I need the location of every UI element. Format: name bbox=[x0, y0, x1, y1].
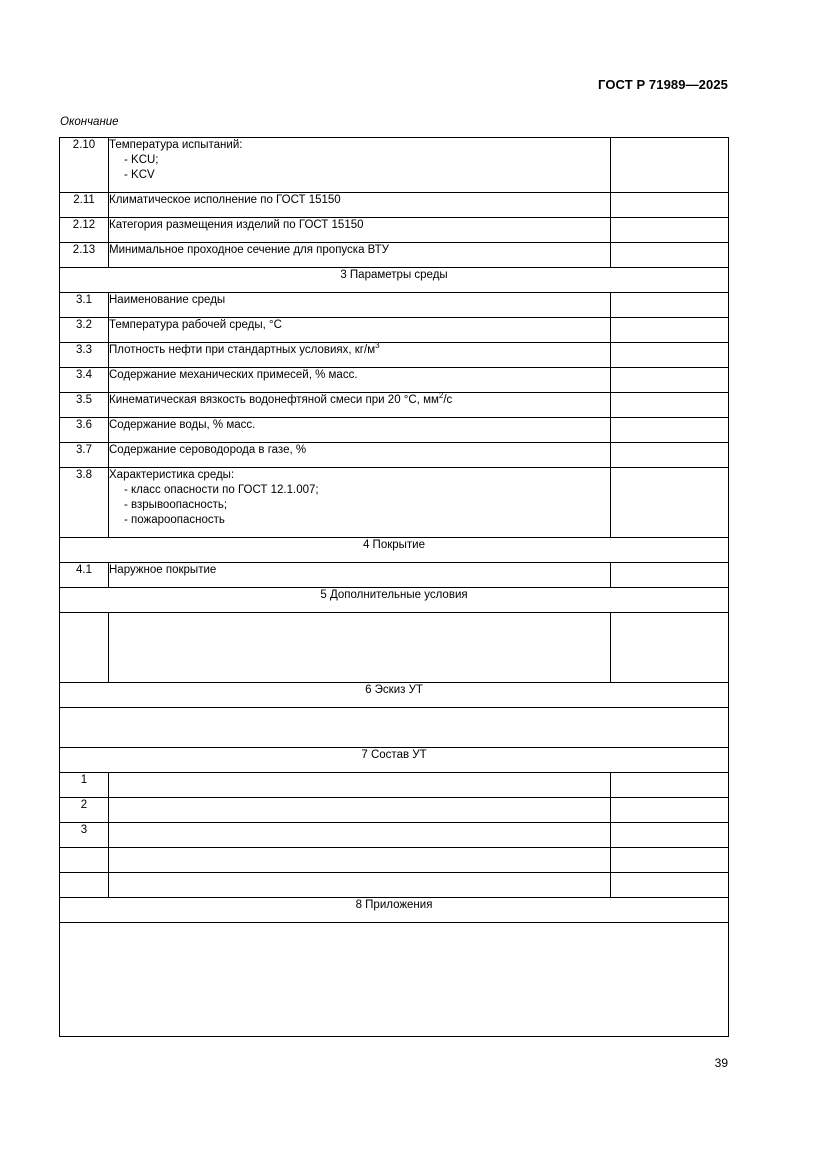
value-cell bbox=[611, 243, 729, 268]
row-text bbox=[109, 138, 611, 193]
value-cell bbox=[611, 798, 729, 823]
section-title: 8 Приложения bbox=[60, 898, 729, 923]
sketch-area-row bbox=[60, 708, 729, 748]
section-title: 3 Параметры среды bbox=[60, 268, 729, 293]
table-row bbox=[60, 218, 729, 243]
row-text bbox=[109, 393, 611, 418]
value-cell bbox=[611, 613, 729, 683]
value-cell bbox=[611, 193, 729, 218]
row-number: 1 bbox=[60, 773, 109, 798]
value-cell bbox=[611, 443, 729, 468]
row-text: Содержание сероводорода в газе, % bbox=[109, 443, 611, 468]
row-text: Содержание механических примесей, % масс. bbox=[109, 368, 611, 393]
section-header-row bbox=[60, 538, 729, 563]
value-cell bbox=[611, 873, 729, 898]
continuation-label: Окончание bbox=[60, 116, 119, 128]
row-number: 4.1 bbox=[60, 563, 109, 588]
row-text bbox=[109, 823, 611, 848]
section-header-row bbox=[60, 898, 729, 923]
row-number: 2.11 bbox=[60, 193, 109, 218]
row-number bbox=[60, 848, 109, 873]
row-text: Наименование среды bbox=[109, 293, 611, 318]
page-number: 39 bbox=[714, 1056, 728, 1070]
table-row bbox=[60, 193, 729, 218]
value-cell bbox=[611, 343, 729, 368]
value-cell bbox=[611, 318, 729, 343]
row-number: 3.5 bbox=[60, 393, 109, 418]
row-number: 3.4 bbox=[60, 368, 109, 393]
row-number: 3 bbox=[60, 823, 109, 848]
value-cell bbox=[611, 468, 729, 538]
table-row bbox=[60, 613, 729, 683]
row-number: 3.3 bbox=[60, 343, 109, 368]
row-text-tail: /с bbox=[443, 394, 453, 406]
row-number: 3.7 bbox=[60, 443, 109, 468]
table-row bbox=[60, 393, 729, 418]
table-row bbox=[60, 848, 729, 873]
row-text-main: Плотность нефти при стандартных условиях, кг/м bbox=[109, 344, 376, 356]
row-number: 2 bbox=[60, 798, 109, 823]
row-number bbox=[60, 613, 109, 683]
value-cell bbox=[611, 773, 729, 798]
table-row bbox=[60, 823, 729, 848]
section-header-row bbox=[60, 588, 729, 613]
section-title: 6 Эскиз УТ bbox=[60, 683, 729, 708]
list-item: - пожароопасность bbox=[124, 514, 225, 526]
row-number: 2.13 bbox=[60, 243, 109, 268]
row-text: Температура рабочей среды, °С bbox=[109, 318, 611, 343]
document-code: ГОСТ Р 71989—2025 bbox=[598, 77, 728, 92]
sketch-area bbox=[60, 708, 729, 748]
value-cell bbox=[611, 418, 729, 443]
row-text bbox=[109, 873, 611, 898]
superscript: 2 bbox=[438, 391, 444, 401]
value-cell bbox=[611, 368, 729, 393]
list-item: - KCU; bbox=[124, 154, 159, 166]
value-cell bbox=[611, 823, 729, 848]
table-row bbox=[60, 318, 729, 343]
section-title: 4 Покрытие bbox=[60, 538, 729, 563]
table-row bbox=[60, 443, 729, 468]
table-row bbox=[60, 418, 729, 443]
row-number: 2.12 bbox=[60, 218, 109, 243]
list-item: - взрывоопасность; bbox=[124, 499, 228, 511]
row-text bbox=[109, 468, 611, 538]
table-row bbox=[60, 368, 729, 393]
table-row bbox=[60, 293, 729, 318]
section-header-row bbox=[60, 268, 729, 293]
row-title: Характеристика среды: bbox=[109, 469, 235, 481]
row-number: 3.2 bbox=[60, 318, 109, 343]
row-text-main: Кинематическая вязкость водонефтяной смеси при 20 °С, мм bbox=[109, 394, 439, 406]
form-table bbox=[59, 137, 729, 1037]
section-title: 5 Дополнительные условия bbox=[60, 588, 729, 613]
row-text: Категория размещения изделий по ГОСТ 15150 bbox=[109, 218, 611, 243]
section-title: 7 Состав УТ bbox=[60, 748, 729, 773]
row-text: Содержание воды, % масс. bbox=[109, 418, 611, 443]
row-text: Климатическое исполнение по ГОСТ 15150 bbox=[109, 193, 611, 218]
row-title: Температура испытаний: bbox=[109, 139, 243, 151]
section-header-row bbox=[60, 683, 729, 708]
table-row bbox=[60, 138, 729, 193]
list-item: - KCV bbox=[124, 169, 155, 181]
list-item: - класс опасности по ГОСТ 12.1.007; bbox=[124, 484, 319, 496]
attachments-area-row bbox=[60, 923, 729, 1037]
row-number: 3.6 bbox=[60, 418, 109, 443]
table-row bbox=[60, 563, 729, 588]
value-cell bbox=[611, 218, 729, 243]
row-number: 3.8 bbox=[60, 468, 109, 538]
row-text bbox=[109, 848, 611, 873]
row-text bbox=[109, 613, 611, 683]
value-cell bbox=[611, 293, 729, 318]
value-cell bbox=[611, 393, 729, 418]
table-row bbox=[60, 468, 729, 538]
value-cell bbox=[611, 848, 729, 873]
table-row bbox=[60, 873, 729, 898]
row-number: 2.10 bbox=[60, 138, 109, 193]
section-header-row bbox=[60, 748, 729, 773]
row-text: Наружное покрытие bbox=[109, 563, 611, 588]
row-text bbox=[109, 343, 611, 368]
row-text bbox=[109, 773, 611, 798]
table-row bbox=[60, 773, 729, 798]
value-cell bbox=[611, 138, 729, 193]
row-text bbox=[109, 798, 611, 823]
attachments-area bbox=[60, 923, 729, 1037]
table-row bbox=[60, 798, 729, 823]
row-text: Минимальное проходное сечение для пропуска ВТУ bbox=[109, 243, 611, 268]
table-row bbox=[60, 343, 729, 368]
row-number bbox=[60, 873, 109, 898]
table-row bbox=[60, 243, 729, 268]
row-number: 3.1 bbox=[60, 293, 109, 318]
value-cell bbox=[611, 563, 729, 588]
superscript: 3 bbox=[375, 341, 380, 351]
